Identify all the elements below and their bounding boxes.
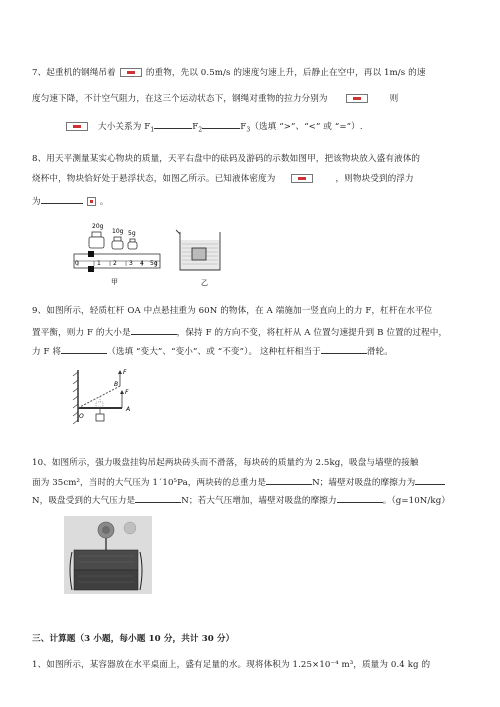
- svg-text:5g: 5g: [150, 260, 158, 267]
- figure-label-jia: 甲: [111, 278, 118, 286]
- label-B: B: [114, 381, 119, 388]
- label-F-lower: F: [125, 389, 129, 396]
- answer-blank[interactable]: [154, 120, 192, 129]
- q10-line3: N，吸盘受到的大气压力是 N；若大气压增加，墙壁对吸盘的摩擦力 。（g=10N/kg）: [32, 496, 451, 506]
- figure-label-yi: 乙: [201, 279, 208, 287]
- q7-line1: 7、起重机的钢绳吊着 的重物，先以 0.5m/s 的速度匀速上升，后静止在空中，再以 1m/s 的速: [32, 68, 426, 78]
- label-O: O: [79, 413, 84, 420]
- svg-text:1: 1: [97, 260, 101, 267]
- q8-line3: 为 。: [32, 197, 109, 207]
- label-A: A: [126, 406, 131, 413]
- q9-line3: 力 F 将 （选填 “变大”、“变小”、或 “不变”）。 这种杠杆相当于 滑轮。: [32, 347, 393, 357]
- weight-label-5g: 5g: [128, 230, 136, 237]
- answer-blank[interactable]: [131, 326, 177, 335]
- formula-image: [66, 122, 88, 131]
- lever-figure: [70, 364, 160, 440]
- suction-cup-photo: [64, 516, 152, 594]
- section-3-heading: 三、计算题（3 小题，每小题 10 分，共计 30 分）: [32, 634, 235, 644]
- q9-line1: 9、如图所示，轻质杠杆 OA 中点悬挂重为 60N 的物体，在 A 端施加一竖直向上的力 F，杠杆在水平位: [32, 306, 433, 316]
- svg-text:2: 2: [113, 260, 117, 267]
- answer-blank[interactable]: [337, 494, 383, 503]
- weights-group: [89, 223, 137, 249]
- answer-blank[interactable]: [61, 345, 107, 354]
- q8-line2: 烧杯中，物块恰好处于悬浮状态，如图乙所示。已知液体密度为 ，则物块受到的浮力: [32, 174, 414, 184]
- q10-line2: 面为 35cm²，当时的大气压为 1´10⁵Pa，两块砖的总重力是 N；墙壁对吸盘的摩擦力为: [32, 476, 445, 489]
- answer-blank[interactable]: [266, 476, 312, 485]
- svg-text:4: 4: [140, 260, 144, 267]
- beam-ruler: [74, 251, 160, 272]
- answer-blank[interactable]: [202, 120, 240, 129]
- q7-line2: 度匀速下降，不计空气阻力，在这三个运动状态下，钢绳对重物的拉力分别为 则: [32, 94, 399, 104]
- svg-text:3: 3: [129, 260, 133, 267]
- q7-line3: 大小关系为 $F_1$ $F_2$ $F_3$（选填 “>”、“<” 或 “=”）.: [66, 120, 363, 136]
- answer-blank[interactable]: [135, 494, 181, 503]
- weight-label-10g: 10g: [112, 228, 124, 235]
- answer-blank[interactable]: [415, 476, 445, 485]
- formula-image: [87, 197, 96, 206]
- formula-image: [291, 174, 313, 183]
- q9-line2: 置平衡，则力 F 的大小是 ，保持 F 的方向不变，将杠杆从 A 位置匀速提升到 B 位置的过程中，: [32, 328, 448, 338]
- q10-line1: 10、如图所示，强力吸盘挂钩吊起两块砖头而不滑落，每块砖的质量约为 2.5kg，吸盘与墙壁的接触: [32, 458, 419, 468]
- formula-image: [346, 94, 368, 103]
- q8-line1: 8、用天平测量某实心物块的质量，天平右盘中的砝码及游码的示数如图甲，把该物块放入盛有液体的: [32, 154, 421, 164]
- calc-q1-line1: 1、如图所示，某容器放在水平桌面上，盛有足量的水。现将体积为 1.25×10⁻⁴ m³，质量为 0.4 kg 的: [32, 660, 431, 670]
- balance-figure-jia: [70, 218, 230, 293]
- answer-blank[interactable]: [321, 345, 367, 354]
- beaker: [176, 230, 220, 270]
- answer-blank[interactable]: [41, 195, 83, 204]
- formula-image: [120, 68, 142, 77]
- svg-text:0: 0: [75, 260, 79, 267]
- weight-label-20g: 20g: [92, 223, 104, 230]
- label-F-upper: F: [123, 369, 127, 376]
